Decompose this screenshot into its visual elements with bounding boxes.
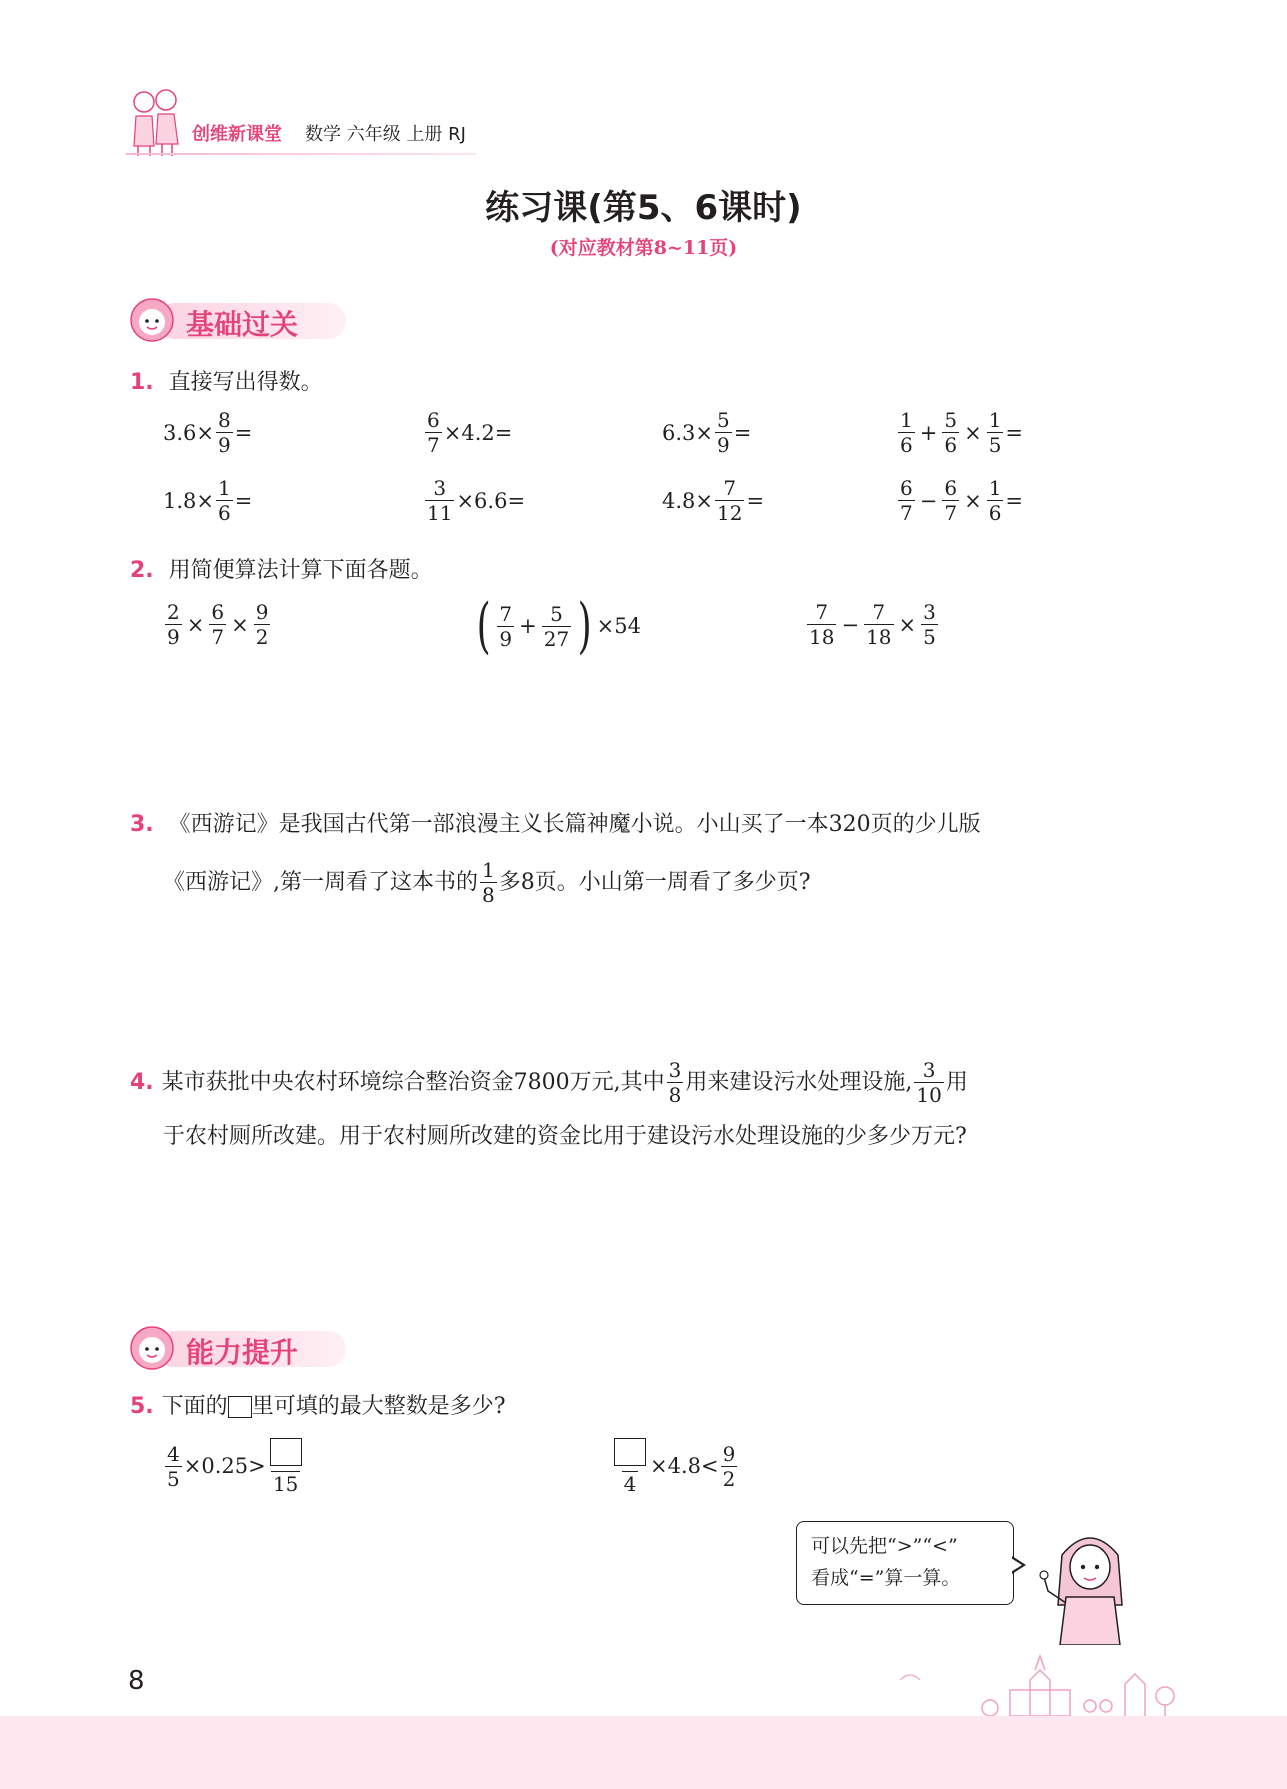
mascot-face-icon xyxy=(128,1324,176,1372)
question-text: 直接写出得数。 xyxy=(168,370,323,395)
question-text: 用来建设污水处理设施, xyxy=(685,1069,913,1095)
fraction: $\frac{6}{7}$ xyxy=(900,476,913,525)
question-text: 于农村厕所改建。用于农村厕所改建的资金比用于建设污水处理设施的少多少万元? xyxy=(163,1124,967,1149)
blank-box-icon[interactable] xyxy=(614,1438,646,1466)
section-title: 基础过关 xyxy=(186,308,299,341)
question-4-line-2 xyxy=(163,1120,967,1154)
fraction: $\frac{3}{10}$ xyxy=(916,1058,942,1107)
castle-decoration xyxy=(880,1650,1180,1718)
expr-text: ×4.8< xyxy=(650,1454,719,1478)
fraction: $\frac{4}{5}$ xyxy=(167,1441,180,1491)
fraction: $\frac{9}{2}$ xyxy=(722,1441,736,1491)
question-text: 《西游记》是我国古代第一部浪漫主义长篇神魔小说。小山买了一本320页的少儿版 xyxy=(168,812,981,837)
brand-name: 创维新课堂 xyxy=(192,124,282,145)
fraction: $\frac{5}{27}$ xyxy=(543,601,570,651)
q2-expr-a xyxy=(163,602,272,647)
question-3-line-2 xyxy=(163,860,811,905)
question-number: 5. xyxy=(130,1394,154,1419)
right-paren: ) xyxy=(577,591,592,661)
fraction: $\frac{7}{18}$ xyxy=(866,600,892,649)
q1-expr-b xyxy=(423,410,512,455)
fraction: $\frac{3}{11}$ xyxy=(427,476,453,525)
expr-text: 1.8× xyxy=(163,488,214,513)
question-text: 多8页。小山第一周看了多少页? xyxy=(498,869,811,895)
operator: − xyxy=(841,612,860,637)
section-banner-basic xyxy=(128,296,348,346)
question-text: 用 xyxy=(945,1069,968,1095)
fraction: $\frac{1}{6}$ xyxy=(988,476,1002,525)
fraction: $\frac{1}{6}$ xyxy=(218,476,231,525)
blank-box-icon[interactable] xyxy=(270,1438,302,1466)
question-number: 1. xyxy=(130,370,154,395)
page-subtitle: (对应教材第8~11页) xyxy=(549,237,738,259)
q2-expr-c xyxy=(805,602,940,647)
q1-expr-h xyxy=(896,478,1023,523)
expr-text: 3.6× xyxy=(163,420,214,445)
q1-expr-f xyxy=(423,478,525,523)
fraction: $\frac{2}{9}$ xyxy=(167,600,180,649)
fraction: $\frac{7}{18}$ xyxy=(809,600,835,649)
hint-line: 看成“=”算一算。 xyxy=(811,1567,961,1589)
q1-expr-d xyxy=(896,410,1023,455)
footer-band xyxy=(0,1716,1287,1789)
expr-text: ×0.25> xyxy=(183,1454,266,1478)
fraction: $\frac{1}{6}$ xyxy=(900,408,913,457)
q2-expr-b xyxy=(472,591,641,661)
bubble-tail-inner xyxy=(1011,1558,1022,1572)
expr-text: = xyxy=(234,420,253,445)
expr-text: ×4.2= xyxy=(443,420,513,445)
question-text: 里可填的最大整数是多少? xyxy=(251,1394,506,1419)
q5-expr-b xyxy=(610,1438,739,1494)
question-1 xyxy=(130,366,323,400)
expr-text: = xyxy=(1005,488,1024,513)
left-paren: ( xyxy=(476,591,491,661)
question-number: 3. xyxy=(130,812,154,837)
fraction: $\frac{8}{9}$ xyxy=(218,408,231,457)
fraction: $\frac{1}{8}$ xyxy=(482,858,495,907)
expr-text: 4.8× xyxy=(662,488,713,513)
operator: + xyxy=(519,614,537,638)
operator: + xyxy=(919,420,938,445)
question-5 xyxy=(130,1390,505,1424)
expr-text: = xyxy=(746,488,765,513)
question-3 xyxy=(130,808,981,842)
operator: × xyxy=(964,420,982,445)
question-4 xyxy=(130,1060,968,1105)
operator: × xyxy=(231,612,249,637)
header-divider xyxy=(126,153,476,155)
question-text: 某市获批中央农村环境综合整治资金7800万元,其中 xyxy=(161,1069,665,1095)
question-number: 2. xyxy=(130,558,154,583)
expr-text: ×6.6= xyxy=(456,488,526,513)
fraction: 15 xyxy=(268,1438,304,1494)
teacher-girl-illustration xyxy=(1030,1525,1150,1645)
question-text: 《西游记》,第一周看了这本书的 xyxy=(163,869,478,895)
header-kids-illustration xyxy=(128,86,182,158)
question-2 xyxy=(130,554,433,588)
operator: × xyxy=(964,488,982,513)
section-title: 能力提升 xyxy=(186,1336,299,1369)
question-text: 用简便算法计算下面各题。 xyxy=(168,558,433,583)
expr-text: = xyxy=(234,488,253,513)
operator: × xyxy=(898,612,917,637)
q1-expr-g xyxy=(662,478,764,523)
operator: − xyxy=(919,488,938,513)
fraction: $\frac{9}{2}$ xyxy=(255,600,269,649)
expr-text: = xyxy=(733,420,752,445)
q1-expr-c xyxy=(662,410,751,455)
fraction: $\frac{6}{7}$ xyxy=(427,408,440,457)
page-title: 练习课(第5、6课时) xyxy=(485,188,802,228)
expr-text: ×54 xyxy=(596,614,641,638)
fraction: $\frac{3}{5}$ xyxy=(923,600,936,649)
fraction: $\frac{5}{9}$ xyxy=(717,408,730,457)
q1-expr-e xyxy=(163,478,252,523)
fraction: $\frac{5}{6}$ xyxy=(944,408,958,457)
expr-text: = xyxy=(1005,420,1024,445)
fraction: 4 xyxy=(612,1438,648,1494)
fraction: $\frac{7}{12}$ xyxy=(717,476,743,525)
section-banner-advanced xyxy=(128,1324,348,1374)
fraction: $\frac{6}{7}$ xyxy=(944,476,958,525)
fraction: $\frac{3}{8}$ xyxy=(668,1058,682,1107)
q1-expr-a xyxy=(163,410,252,455)
blank-box-icon xyxy=(228,1396,252,1418)
question-text: 下面的 xyxy=(161,1394,228,1419)
hint-line: 可以先把“>”“<” xyxy=(811,1535,958,1557)
mascot-face-icon xyxy=(128,296,176,344)
fraction: $\frac{7}{9}$ xyxy=(499,601,513,651)
book-subject: 数学 六年级 上册 RJ xyxy=(305,124,466,145)
fraction: $\frac{1}{5}$ xyxy=(988,408,1002,457)
hint-speech-bubble xyxy=(796,1521,1014,1605)
expr-text: 6.3× xyxy=(662,420,713,445)
question-number: 4. xyxy=(130,1069,154,1095)
operator: × xyxy=(186,612,205,637)
page-number: 8 xyxy=(128,1666,145,1696)
q5-expr-a xyxy=(163,1438,306,1494)
fraction: $\frac{6}{7}$ xyxy=(211,600,225,649)
